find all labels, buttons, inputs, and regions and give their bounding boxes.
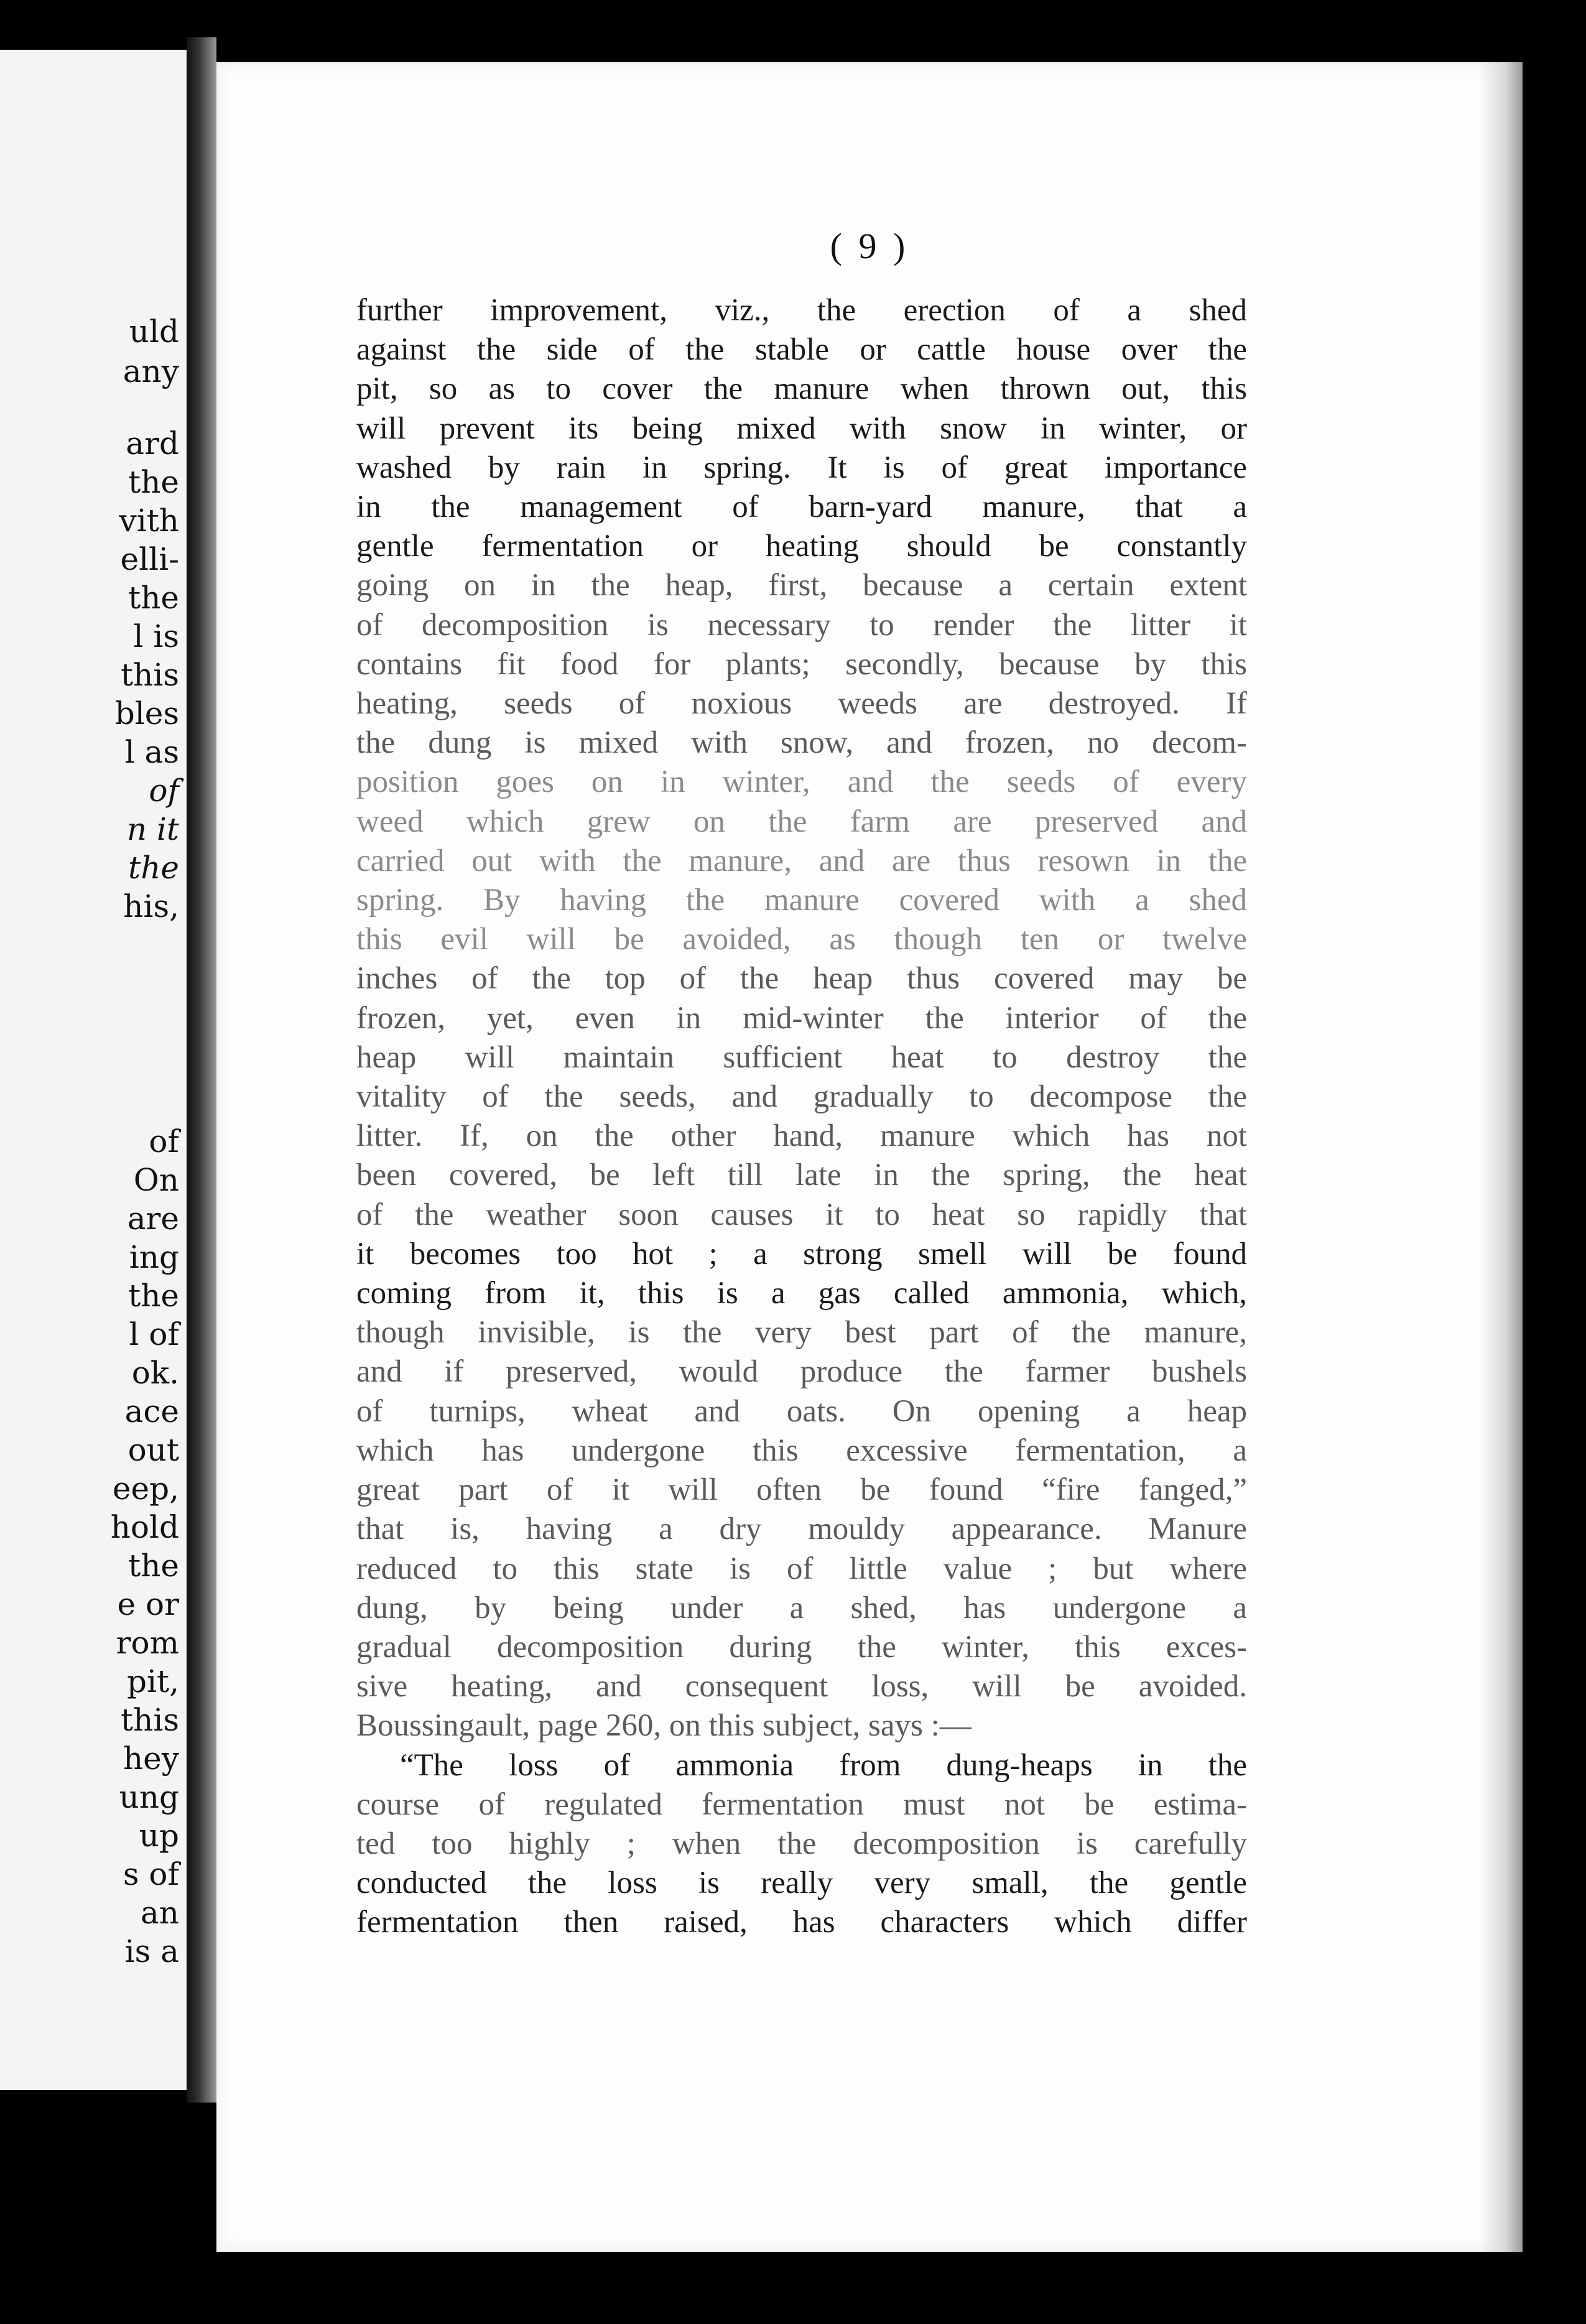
facing-page-fragment: are bbox=[127, 1201, 179, 1237]
text-line: gentle fermentation or heating should be constantly bbox=[356, 529, 1247, 564]
text-line: course of regulated fermentation must not be estima- bbox=[356, 1787, 1247, 1822]
body-text bbox=[356, 291, 1247, 1943]
facing-page-text-fragments bbox=[0, 50, 187, 2090]
facing-page-fragment: bles bbox=[114, 695, 179, 732]
text-line: position goes on in winter, and the seeds of every bbox=[356, 765, 1247, 800]
text-line: will prevent its being mixed with snow in winter, or bbox=[356, 411, 1247, 446]
facing-page-edge bbox=[0, 50, 187, 2090]
text-line: against the side of the stable or cattle house over the bbox=[356, 332, 1247, 368]
text-line: of decomposition is necessary to render the litter it bbox=[356, 607, 1247, 643]
text-line: washed by rain in spring. It is of great importance bbox=[356, 450, 1247, 485]
facing-page-fragment: l of bbox=[129, 1316, 179, 1352]
facing-page-fragment: hold bbox=[110, 1509, 179, 1545]
book-gutter bbox=[187, 37, 216, 2103]
text-line: gradual decomposition during the winter, this exces- bbox=[356, 1629, 1247, 1665]
text-line: and if preserved, would produce the farmer bushels bbox=[356, 1354, 1247, 1390]
text-line: of the weather soon causes it to heat so rapidly that bbox=[356, 1197, 1247, 1232]
text-line: sive heating, and consequent loss, will be avoided. bbox=[356, 1669, 1247, 1704]
facing-page-fragment: this bbox=[121, 657, 179, 693]
facing-page-fragment: this bbox=[121, 1702, 179, 1738]
facing-page-fragment: of bbox=[149, 1123, 179, 1160]
facing-page-fragment: e or bbox=[117, 1586, 179, 1622]
text-line: it becomes too hot ; a strong smell will be found bbox=[356, 1236, 1247, 1271]
facing-page-fragment: rom bbox=[116, 1625, 179, 1661]
facing-page-fragment: elli- bbox=[120, 541, 179, 577]
facing-page-fragment: vith bbox=[119, 503, 179, 539]
text-line: heap will maintain sufficient heat to destroy the bbox=[356, 1039, 1247, 1075]
text-line: inches of the top of the heap thus covered may be bbox=[356, 961, 1247, 997]
text-line: that is, having a dry mouldy appearance. Manure bbox=[356, 1512, 1247, 1547]
facing-page-fragment: the bbox=[128, 850, 179, 886]
text-line: vitality of the seeds, and gradually to decompose the bbox=[356, 1079, 1247, 1115]
facing-page-fragment: the bbox=[128, 580, 179, 616]
facing-page-fragment: ace bbox=[124, 1393, 179, 1429]
text-line: though invisible, is the very best part of the manure, bbox=[356, 1315, 1247, 1350]
facing-page-fragment: l is bbox=[133, 618, 179, 654]
facing-page-fragment: ing bbox=[129, 1239, 179, 1275]
text-line: conducted the loss is really very small, the gentle bbox=[356, 1866, 1247, 1901]
text-line: been covered, be left till late in the spring, the heat bbox=[356, 1158, 1247, 1193]
facing-page-fragment: On bbox=[133, 1162, 179, 1198]
facing-page-fragment: ok. bbox=[131, 1355, 179, 1391]
text-line: reduced to this state is of little value ; but where bbox=[356, 1551, 1247, 1586]
text-line: litter. If, on the other hand, manure which has not bbox=[356, 1118, 1247, 1154]
facing-page-fragment: is a bbox=[124, 1933, 179, 1969]
text-line: the dung is mixed with snow, and frozen, no decom- bbox=[356, 725, 1247, 761]
text-line: frozen, yet, even in mid-winter the interior of the bbox=[356, 1000, 1247, 1036]
text-line: ted too highly ; when the decomposition is carefully bbox=[356, 1826, 1247, 1861]
facing-page-fragment: uld bbox=[129, 314, 179, 350]
text-line: coming from it, this is a gas called ammonia, which, bbox=[356, 1276, 1247, 1311]
facing-page-fragment: his, bbox=[123, 888, 179, 924]
facing-page-fragment: ard bbox=[126, 425, 179, 462]
facing-page-fragment: hey bbox=[123, 1741, 179, 1777]
text-line: in the management of barn-yard manure, that a bbox=[356, 490, 1247, 525]
page bbox=[216, 62, 1523, 2252]
text-line: weed which grew on the farm are preserved and bbox=[356, 804, 1247, 839]
text-line: dung, by being under a shed, has undergone a bbox=[356, 1590, 1247, 1625]
text-line: carried out with the manure, and are thus resown in the bbox=[356, 843, 1247, 878]
facing-page-fragment: the bbox=[128, 1278, 179, 1314]
page-edge-shadow bbox=[1479, 62, 1523, 2252]
facing-page-fragment: any bbox=[123, 353, 179, 389]
page-number: ( 9 ) bbox=[830, 226, 909, 266]
facing-page-fragment: out bbox=[128, 1432, 179, 1468]
facing-page-fragment: the bbox=[128, 1548, 179, 1584]
text-line: heating, seeds of noxious weeds are destroyed. If bbox=[356, 686, 1247, 722]
text-line: which has undergone this excessive fermentation, a bbox=[356, 1433, 1247, 1468]
facing-page-fragment: l as bbox=[124, 734, 179, 770]
facing-page-fragment: n it bbox=[126, 811, 179, 847]
facing-page-fragment: up bbox=[139, 1818, 179, 1854]
text-line: great part of it will often be found “fire fanged,” bbox=[356, 1472, 1247, 1508]
text-line: fermentation then raised, has characters which differ bbox=[356, 1905, 1247, 1940]
facing-page-fragment: an bbox=[140, 1895, 179, 1931]
text-line: of turnips, wheat and oats. On opening a heap bbox=[356, 1393, 1247, 1429]
text-line: pit, so as to cover the manure when thrown out, this bbox=[356, 371, 1247, 407]
text-line: this evil will be avoided, as though ten or twelve bbox=[356, 922, 1247, 957]
text-line: Boussingault, page 260, on this subject, says :— bbox=[356, 1708, 972, 1744]
text-line: contains fit food for plants; secondly, because by this bbox=[356, 646, 1247, 682]
facing-page-fragment: the bbox=[128, 464, 179, 500]
text-line: “The loss of ammonia from dung-heaps in the bbox=[400, 1747, 1247, 1783]
facing-page-fragment: s of bbox=[123, 1856, 179, 1892]
facing-page-fragment: eep, bbox=[112, 1471, 179, 1507]
text-line: further improvement, viz., the erection of a shed bbox=[356, 293, 1247, 328]
facing-page-fragment: ung bbox=[119, 1779, 179, 1815]
facing-page-fragment: of bbox=[149, 773, 179, 809]
text-line: spring. By having the manure covered with a shed bbox=[356, 883, 1247, 918]
text-line: going on in the heap, first, because a certain extent bbox=[356, 568, 1247, 603]
facing-page-fragment: pit, bbox=[127, 1663, 179, 1699]
